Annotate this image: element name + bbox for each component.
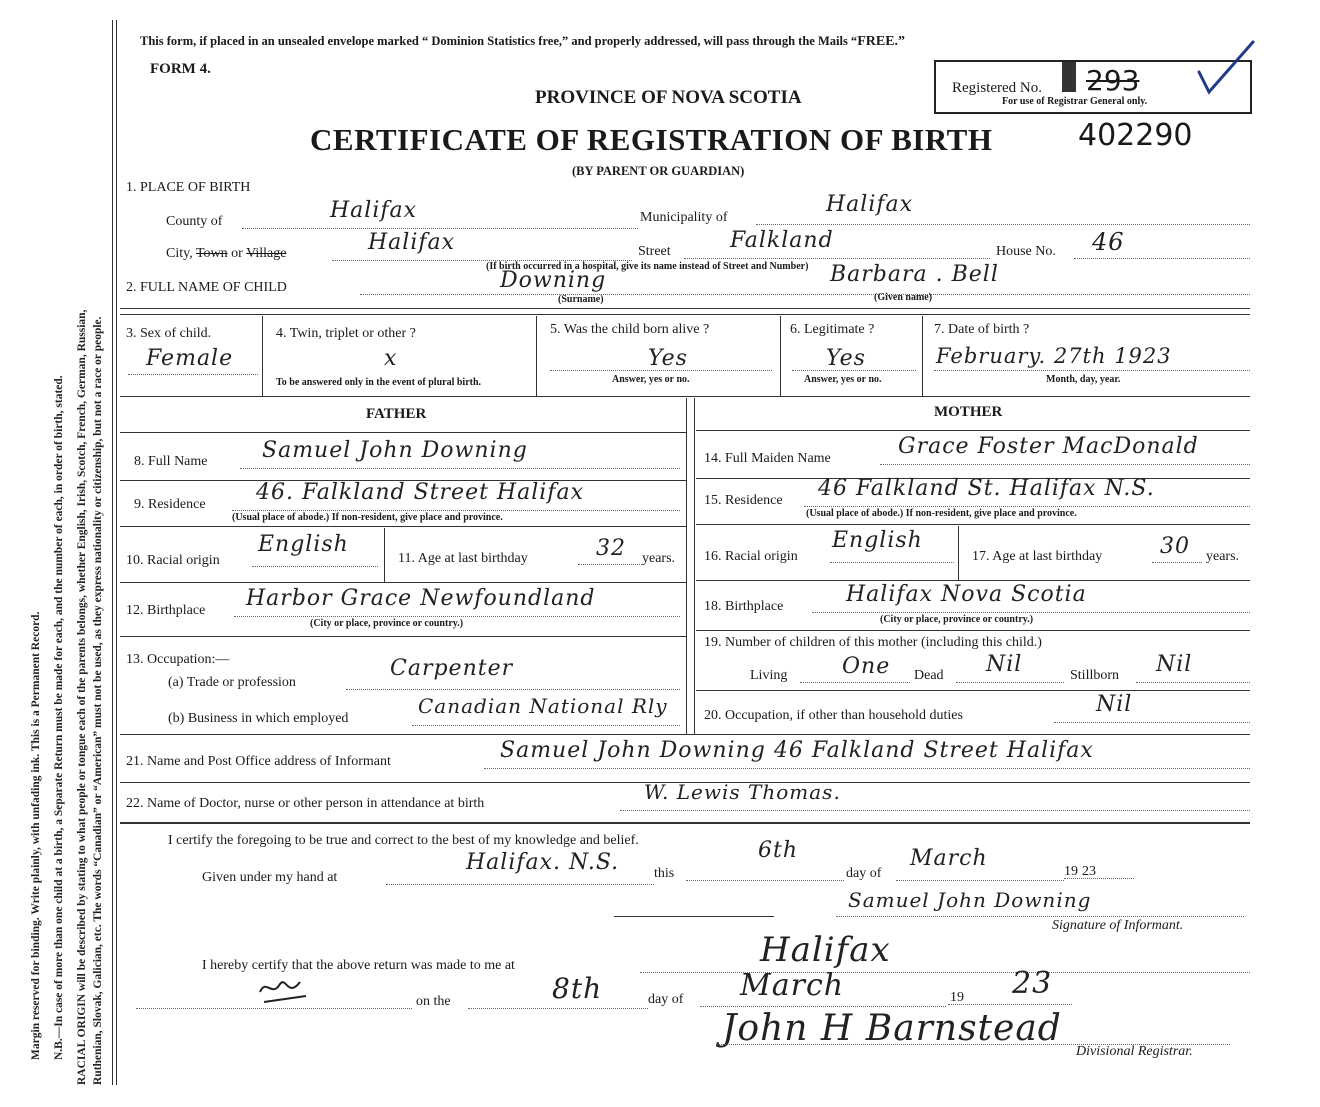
mother-birthplace-note: (City or place, province or country.) bbox=[880, 614, 1034, 625]
stillborn-value: Nil bbox=[1156, 652, 1193, 677]
city-village: Village bbox=[246, 246, 287, 261]
mother-years-label: years. bbox=[1206, 549, 1240, 564]
legitimate-label: 6. Legitimate ? bbox=[790, 322, 875, 337]
street-value: Falkland bbox=[730, 228, 834, 253]
father-residence-value: 46. Falkland Street Halifax bbox=[256, 480, 584, 505]
father-birthplace-label: 12. Birthplace bbox=[126, 603, 206, 618]
business-label: (b) Business in which employed bbox=[168, 711, 349, 726]
city-or: or bbox=[227, 246, 247, 261]
child-surname-value: Downing bbox=[500, 268, 607, 293]
child-given-name-value: Barbara . Bell bbox=[830, 262, 999, 287]
mother-residence-note: (Usual place of abode.) If non-resident, give place and province. bbox=[806, 508, 1077, 519]
registrar-signature: John H Barnstead bbox=[722, 1008, 1062, 1049]
postal-note-text: This form, if placed in an unsealed envelope marked “ Dominion Statistics free,” and properly addressed, will pass through the Mails “ bbox=[140, 34, 858, 48]
on-the-label: on the bbox=[416, 994, 451, 1009]
mother-birthplace-label: 18. Birthplace bbox=[704, 599, 784, 614]
registered-label: Registered No. bbox=[952, 80, 1042, 96]
father-residence-note: (Usual place of abode.) If non-resident, give place and province. bbox=[232, 512, 503, 523]
mother-occupation-label: 20. Occupation, if other than household duties bbox=[704, 708, 963, 723]
twin-label: 4. Twin, triplet or other ? bbox=[276, 326, 416, 341]
registrar-month-value: March bbox=[740, 968, 845, 1003]
form-number: FORM 4. bbox=[150, 61, 211, 77]
year-prefix-label: 19 bbox=[1064, 864, 1078, 879]
date-of-birth-value: February. 27th 1923 bbox=[936, 344, 1172, 368]
this-label: this bbox=[654, 866, 675, 881]
margin-rule-2 bbox=[116, 20, 117, 1085]
county-label: County of bbox=[166, 214, 223, 229]
city-town: Town bbox=[195, 246, 228, 261]
given-at-value: Halifax. N.S. bbox=[466, 850, 620, 875]
given-year-value: 23 bbox=[1082, 864, 1096, 879]
given-day-value: 6th bbox=[758, 838, 799, 863]
municipality-label: Municipality of bbox=[640, 210, 728, 225]
initials-mark bbox=[256, 968, 316, 1008]
margin-rule bbox=[112, 20, 113, 1085]
surname-note: (Surname) bbox=[558, 294, 604, 305]
living-value: One bbox=[842, 654, 891, 679]
father-birthplace-note: (City or place, province or country.) bbox=[310, 618, 464, 629]
informant-signature: Samuel John Downing bbox=[848, 888, 1092, 912]
place-of-birth-label: 1. PLACE OF BIRTH bbox=[126, 180, 251, 195]
father-heading: FATHER bbox=[366, 406, 427, 422]
business-value: Canadian National Rly bbox=[418, 694, 668, 718]
father-racial-label: 10. Racial origin bbox=[126, 553, 220, 568]
mother-age-value: 30 bbox=[1160, 534, 1190, 559]
postal-note bbox=[140, 34, 905, 50]
mother-occupation-value: Nil bbox=[1096, 692, 1133, 717]
mother-name-value: Grace Foster MacDonald bbox=[898, 434, 1199, 459]
dead-label: Dead bbox=[914, 668, 944, 683]
legitimate-value: Yes bbox=[826, 346, 866, 371]
occupation-label: 13. Occupation:— bbox=[126, 652, 230, 667]
city-label bbox=[166, 246, 286, 262]
day-of-label: day of bbox=[846, 866, 882, 881]
street-label: Street bbox=[638, 244, 671, 259]
mother-heading: MOTHER bbox=[934, 404, 1003, 420]
trade-value: Carpenter bbox=[390, 656, 514, 681]
full-name-child-label: 2. FULL NAME OF CHILD bbox=[126, 280, 287, 295]
side-note-racial-origin-1: RACIAL ORIGIN will be described by stating to what people or tongue each of the parents belongs, whether English, Irish, Scotch, French, German, Russian, bbox=[76, 309, 88, 1085]
born-alive-value: Yes bbox=[648, 346, 688, 371]
informant-label: 21. Name and Post Office address of Informant bbox=[126, 754, 391, 769]
father-age-label: 11. Age at last birthday bbox=[398, 551, 528, 566]
day-of-label-2: day of bbox=[648, 992, 684, 1007]
province-heading: PROVINCE OF NOVA SCOTIA bbox=[535, 87, 802, 108]
doctor-label: 22. Name of Doctor, nurse or other person in attendance at birth bbox=[126, 796, 485, 811]
father-age-value: 32 bbox=[596, 536, 626, 561]
father-birthplace-value: Harbor Grace Newfoundland bbox=[246, 586, 596, 611]
date-of-birth-note: Month, day, year. bbox=[1046, 374, 1121, 385]
registered-box bbox=[934, 60, 1252, 114]
registrar-day-value: 8th bbox=[552, 972, 603, 1005]
date-of-birth-label: 7. Date of birth ? bbox=[934, 322, 1030, 337]
house-no-label: House No. bbox=[996, 244, 1056, 259]
father-racial-value: English bbox=[258, 532, 349, 557]
mother-birthplace-value: Halifax Nova Scotia bbox=[846, 582, 1087, 607]
hereby-label: I hereby certify that the above return was made to me at bbox=[202, 958, 515, 973]
twin-note: To be answered only in the event of plural birth. bbox=[276, 377, 482, 388]
born-alive-label: 5. Was the child born alive ? bbox=[550, 322, 710, 337]
registered-note: For use of Registrar General only. bbox=[1002, 96, 1148, 107]
city-prefix: City, bbox=[166, 246, 196, 261]
hospital-note: (If birth occurred in a hospital, give its name instead of Street and Number) bbox=[486, 261, 809, 272]
checkmark-icon bbox=[1191, 34, 1261, 104]
county-value: Halifax bbox=[330, 198, 418, 223]
registered-value: 293 bbox=[1086, 64, 1140, 97]
side-note-multiple-births: N.B.—In case of more than one child at a birth, a Separate Return must be made for each, and the number of each, in order of birth, stated. bbox=[53, 375, 65, 1060]
mother-residence-label: 15. Residence bbox=[704, 493, 783, 508]
given-month-value: March bbox=[910, 846, 988, 871]
divisional-registrar-label: Divisional Registrar. bbox=[1076, 1044, 1193, 1059]
year-prefix-label-2: 19 bbox=[950, 990, 964, 1005]
certificate-subtitle: (BY PARENT OR GUARDIAN) bbox=[572, 164, 745, 178]
municipality-value: Halifax bbox=[826, 192, 914, 217]
postal-note-free: FREE.” bbox=[857, 34, 906, 49]
signature-informant-label: Signature of Informant. bbox=[1052, 918, 1184, 933]
twin-value: x bbox=[384, 346, 398, 371]
sex-value: Female bbox=[146, 346, 234, 371]
city-value: Halifax bbox=[368, 230, 456, 255]
sex-label: 3. Sex of child. bbox=[126, 326, 212, 341]
certificate-number: 402290 bbox=[1078, 118, 1193, 153]
doctor-value: W. Lewis Thomas. bbox=[644, 780, 841, 804]
father-residence-label: 9. Residence bbox=[134, 497, 206, 512]
mother-racial-value: English bbox=[832, 528, 923, 553]
informant-value: Samuel John Downing 46 Falkland Street Halifax bbox=[500, 738, 1094, 763]
living-label: Living bbox=[750, 668, 788, 683]
dead-value: Nil bbox=[986, 652, 1023, 677]
legitimate-note: Answer, yes or no. bbox=[804, 374, 882, 385]
mother-racial-label: 16. Racial origin bbox=[704, 549, 798, 564]
mother-name-label: 14. Full Maiden Name bbox=[704, 451, 831, 466]
children-label: 19. Number of children of this mother (including this child.) bbox=[704, 635, 1042, 650]
given-under-label: Given under my hand at bbox=[202, 870, 338, 885]
father-name-label: 8. Full Name bbox=[134, 454, 208, 469]
certificate-title: CERTIFICATE OF REGISTRATION OF BIRTH bbox=[310, 122, 993, 157]
mother-residence-value: 46 Falkland St. Halifax N.S. bbox=[818, 476, 1155, 501]
house-no-value: 46 bbox=[1092, 228, 1125, 256]
mother-age-label: 17. Age at last birthday bbox=[972, 549, 1103, 564]
certify-text: I certify the foregoing to be true and correct to the best of my knowledge and belief. bbox=[168, 833, 639, 848]
registrar-place-value: Halifax bbox=[760, 930, 891, 970]
trade-label: (a) Trade or profession bbox=[168, 675, 296, 690]
given-name-note: (Given name) bbox=[874, 292, 933, 303]
side-note-racial-origin-2: Ruthenian, Slovak, Galician, etc. The words “Canadian” or “American” must not be used, as they express nationality or citizenship, but not a race or people. bbox=[92, 316, 104, 1085]
born-alive-note: Answer, yes or no. bbox=[612, 374, 690, 385]
father-years-label: years. bbox=[642, 551, 676, 566]
side-note-binding: Margin reserved for binding. Write plainly, with unfading ink. This is a Permanent Record. bbox=[30, 611, 42, 1060]
registered-stamp bbox=[1062, 62, 1076, 92]
stillborn-label: Stillborn bbox=[1070, 668, 1120, 683]
registrar-year-value: 23 bbox=[1012, 966, 1053, 1001]
father-name-value: Samuel John Downing bbox=[262, 438, 528, 463]
